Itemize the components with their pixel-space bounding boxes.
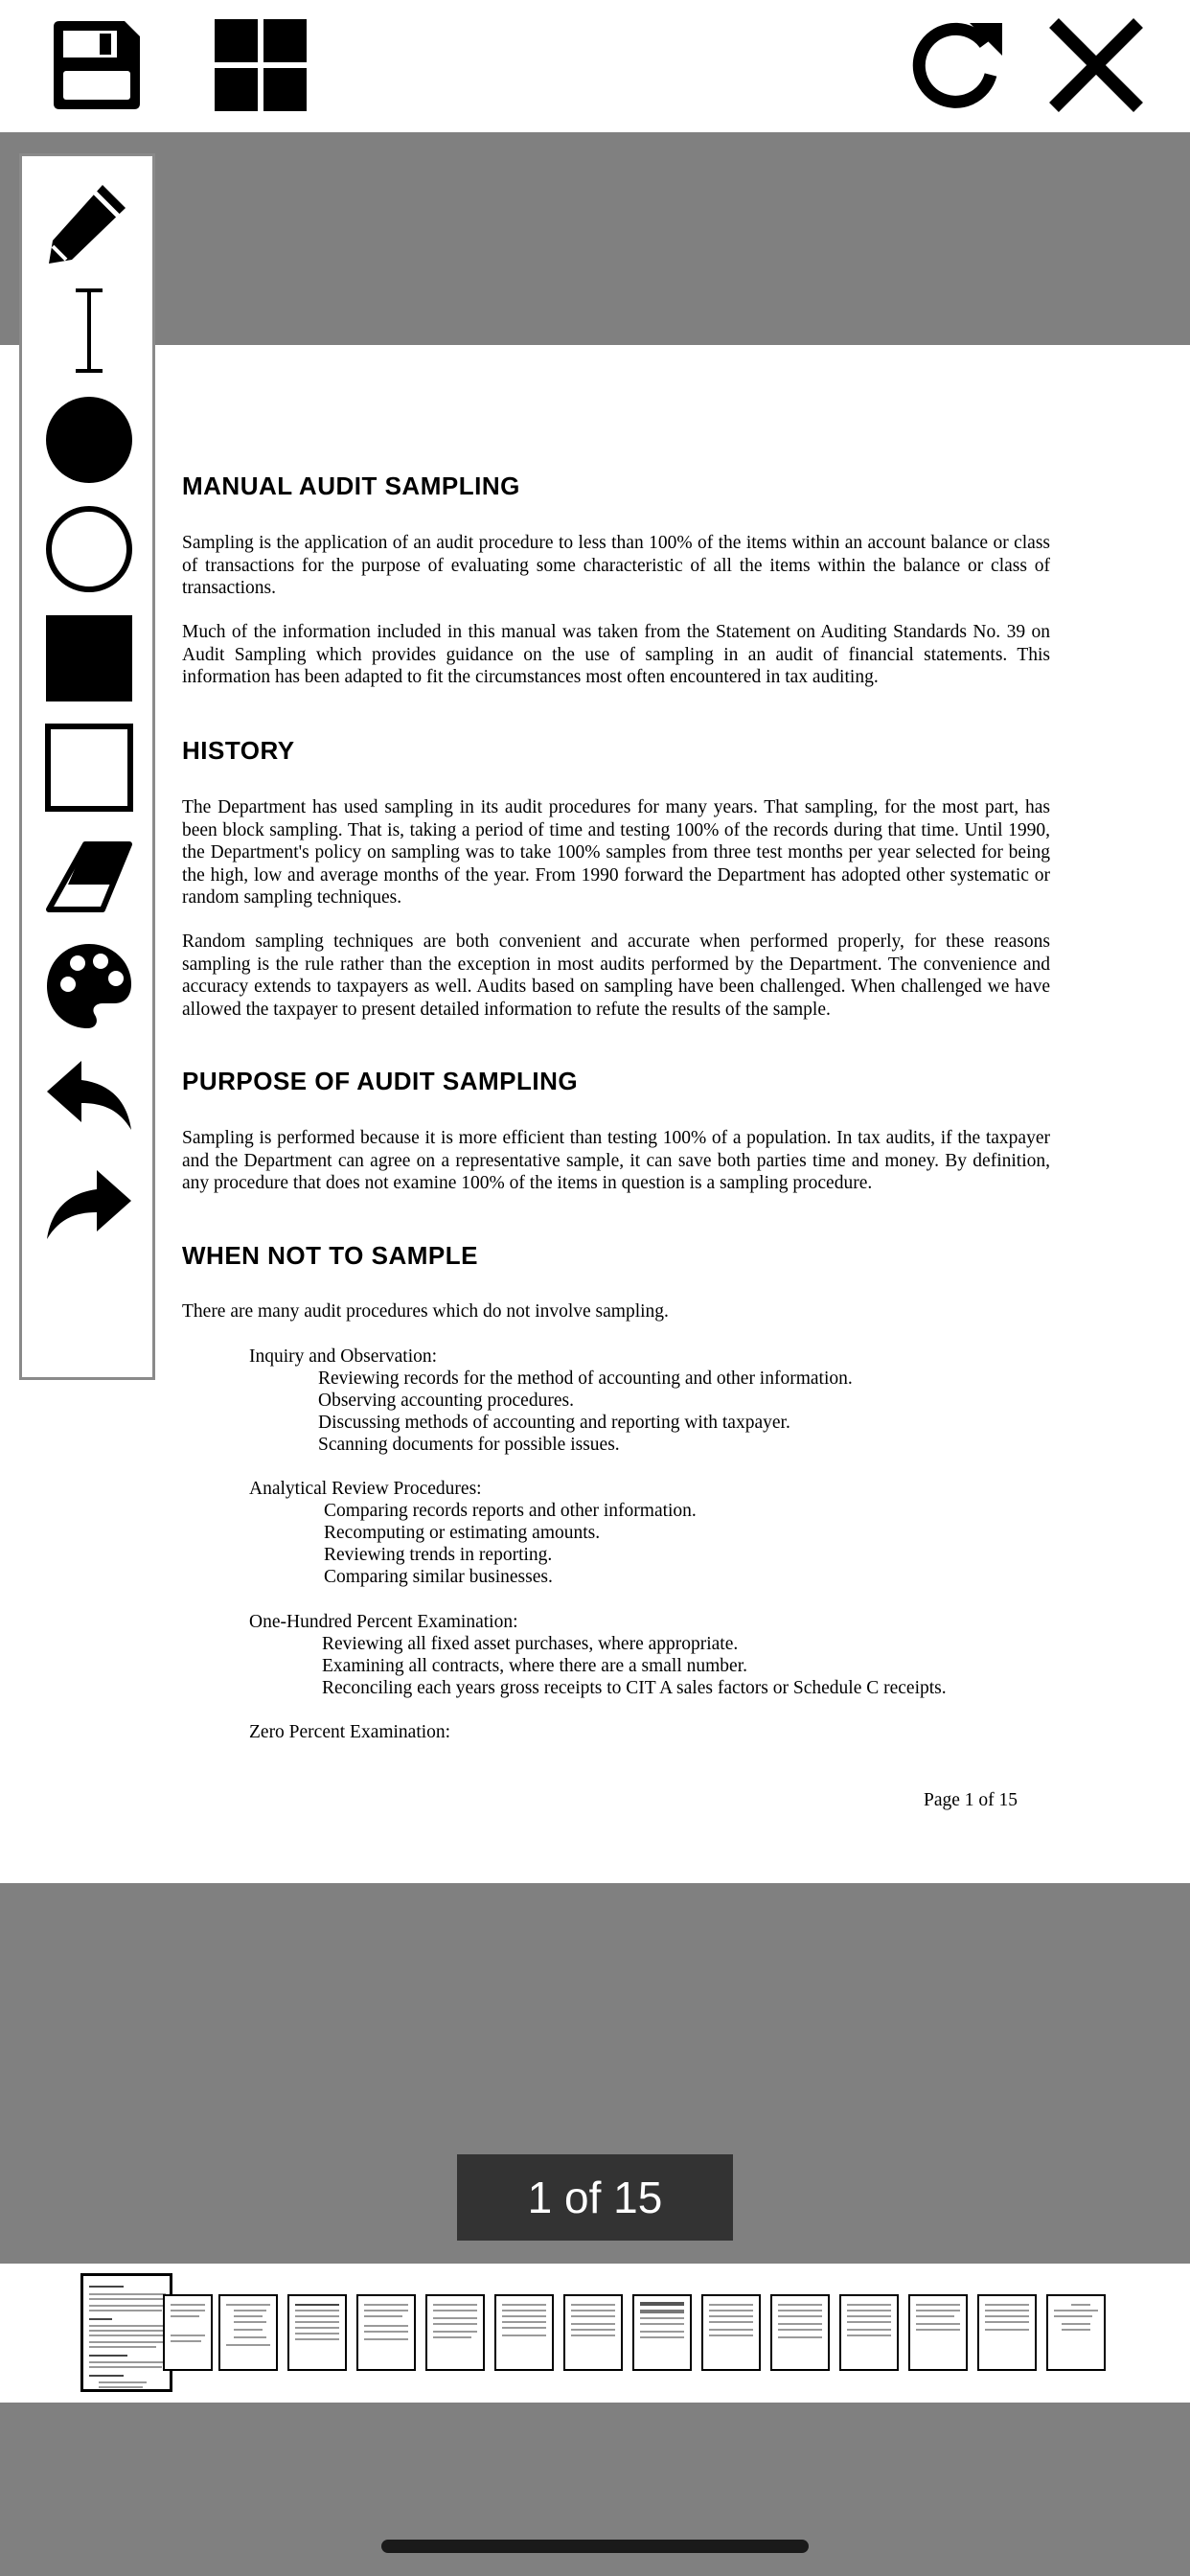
history-paragraph-1: The Department has used sampling in its audit procedures for many years. That sampling, for the most part, has been block sampling. That is, taking a period of time and testing 100% of the records during that time. Until 1990, the Department's policy on sampling was to take 100% samples from three test months per year selected for being the high, low and average months of the year. From 1990 forward the Department has adopted other systematic or random sampling techniques. [182, 797, 1050, 908]
list-item: Scanning documents for possible issues. [318, 1435, 620, 1455]
annotation-toolbox [19, 153, 155, 1380]
square-outline-tool[interactable] [43, 722, 135, 814]
pencil-icon [43, 175, 135, 267]
list-item: Observing accounting procedures. [318, 1391, 574, 1411]
grid-view-button[interactable] [213, 17, 309, 113]
page-thumbnail[interactable] [563, 2294, 623, 2371]
page-thumbnail[interactable] [163, 2294, 213, 2371]
list-item: Comparing similar businesses. [324, 1567, 553, 1587]
analytical-heading: Analytical Review Procedures: [249, 1479, 482, 1499]
page-thumbnail[interactable] [908, 2294, 968, 2371]
intro-paragraph-1: Sampling is the application of an audit procedure to less than 100% of the items within an account balance or class of transactions for the purpose of evaluating some characteristic of all the items within the balance or class of transactions. [182, 533, 1050, 598]
refresh-button[interactable] [908, 17, 1004, 113]
history-paragraph-2: Random sampling techniques are both convenient and accurate when performed properly, for these reasons sampling is the rule rather than the exception in most audits performed by the Department. The convenience and accuracy extends to taxpayers as well. Audits based on sampling have been challenged. When challenged we have allowed the taxpayer to present detailed information to refute the results of the sample. [182, 932, 1050, 1020]
page-thumbnail[interactable] [218, 2294, 278, 2371]
redo-icon [43, 1159, 135, 1251]
inquiry-heading: Inquiry and Observation: [249, 1346, 438, 1367]
page-footer-number: Page 1 of 15 [924, 1790, 1018, 1810]
filled-circle-icon [43, 394, 135, 486]
redo-button[interactable] [43, 1159, 135, 1251]
text-tool[interactable] [43, 285, 135, 377]
zero-percent-heading: Zero Percent Examination: [249, 1722, 451, 1742]
refresh-icon [908, 17, 1004, 113]
close-button[interactable] [1048, 17, 1144, 113]
page-counter: 1 of 15 [457, 2154, 733, 2241]
page-thumbnail[interactable] [701, 2294, 761, 2371]
history-heading: HISTORY [182, 736, 295, 765]
list-item: Examining all contracts, where there are a small number. [322, 1656, 747, 1676]
page-thumbnail[interactable] [1046, 2294, 1106, 2371]
page-thumbnail[interactable] [287, 2294, 347, 2371]
when-not-paragraph: There are many audit procedures which do not involve sampling. [182, 1301, 669, 1322]
purpose-paragraph: Sampling is performed because it is more efficient than testing 100% of a population. In tax audits, if the taxpayer and the Department can agree on a representative sample, it can save both parties time and money. By definition, any procedure that does not examine 100% of the items in question is a sampling procedure. [182, 1128, 1050, 1193]
hundred-percent-heading: One-Hundred Percent Examination: [249, 1612, 518, 1632]
list-item: Discussing methods of accounting and reporting with taxpayer. [318, 1413, 790, 1433]
circle-outline-icon [43, 503, 135, 595]
grid-icon [213, 17, 309, 113]
list-item: Recomputing or estimating amounts. [324, 1523, 601, 1543]
thumbnail-strip[interactable] [0, 2264, 1190, 2403]
filled-circle-tool[interactable] [43, 394, 135, 486]
list-item: Reviewing trends in reporting. [324, 1545, 553, 1565]
undo-button[interactable] [43, 1049, 135, 1141]
close-icon [1048, 17, 1144, 113]
page-thumbnail[interactable] [425, 2294, 485, 2371]
save-icon [48, 17, 144, 113]
color-palette-tool[interactable] [43, 940, 135, 1032]
intro-paragraph-2: Much of the information included in this manual was taken from the Statement on Auditing Standards No. 39 on Audit Sampling which provides guidance on the use of sampling in an audit of financial statements. This information has been adapted to fit the circumstances most often encountered in tax auditing. [182, 622, 1050, 687]
purpose-heading: PURPOSE OF AUDIT SAMPLING [182, 1067, 579, 1095]
circle-outline-tool[interactable] [43, 503, 135, 595]
page-thumbnail[interactable] [770, 2294, 830, 2371]
filled-square-icon [43, 612, 135, 704]
document-page[interactable] [0, 345, 1190, 1883]
undo-icon [43, 1049, 135, 1141]
list-item: Reconciling each years gross receipts to CIT A sales factors or Schedule C receipts. [322, 1678, 947, 1698]
list-item: Reviewing all fixed asset purchases, where appropriate. [322, 1634, 739, 1654]
eraser-tool[interactable] [43, 831, 135, 923]
list-item: Reviewing records for the method of accounting and other information. [318, 1368, 853, 1389]
doc-title: MANUAL AUDIT SAMPLING [182, 472, 520, 500]
home-indicator [381, 2540, 809, 2553]
palette-icon [43, 940, 135, 1032]
save-button[interactable] [48, 17, 144, 113]
square-outline-icon [43, 722, 135, 814]
page-thumbnail-selected[interactable] [80, 2273, 172, 2392]
page-thumbnail[interactable] [977, 2294, 1037, 2371]
eraser-icon [43, 831, 135, 923]
pencil-tool[interactable] [43, 175, 135, 267]
filled-square-tool[interactable] [43, 612, 135, 704]
page-thumbnail[interactable] [494, 2294, 554, 2371]
list-item: Comparing records reports and other information. [324, 1501, 697, 1521]
page-thumbnail[interactable] [632, 2294, 692, 2371]
page-thumbnail[interactable] [356, 2294, 416, 2371]
page-thumbnail[interactable] [839, 2294, 899, 2371]
top-toolbar [0, 0, 1190, 132]
when-not-heading: WHEN NOT TO SAMPLE [182, 1241, 478, 1270]
text-cursor-icon [43, 285, 135, 377]
